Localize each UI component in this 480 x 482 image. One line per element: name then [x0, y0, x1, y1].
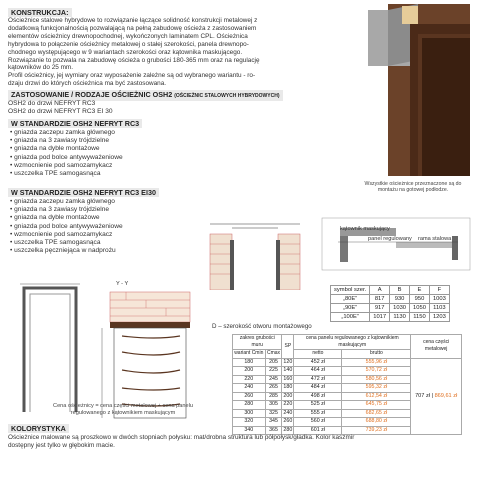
table-cell: B [390, 286, 410, 295]
list-item: • uszczelka TPE samogasnąca [10, 170, 123, 178]
kolorystyka-text [8, 434, 473, 450]
table-cell: 555,96 zł [342, 358, 411, 367]
list-item: • uszczelka TPE samogasnąca [10, 239, 123, 247]
table-cell: 280 [283, 426, 293, 433]
table-cell: 452 zł [294, 358, 342, 367]
panel-label: panel regulowany [368, 236, 412, 242]
table-cell: 930 [390, 295, 410, 304]
standard-rc3-list [10, 129, 123, 178]
table-cell: 220 [283, 401, 293, 408]
text-line: chodnego występującego w 9 wariantach szerokości oraz kątownika maskującego. [8, 48, 243, 56]
text-line: dostępny jest tylko w głębokim macie. [8, 442, 115, 449]
table-cell: 464 zł [294, 367, 342, 376]
wall-door-drawing [96, 282, 206, 422]
table-cell: cena panelu regulowanego z kątownikiem maskującym [294, 335, 411, 350]
table-cell: 200 [233, 367, 266, 376]
list-item: • gniazda zaczepu zamka głównego [10, 129, 123, 137]
table-cell: 682,65 zł [342, 409, 411, 418]
table-cell: 570,72 zł [342, 367, 411, 376]
table-cell: 180 [283, 384, 293, 391]
table-cell: 265 [265, 384, 282, 393]
caption-line: Cena ościeżnicy = cena części metalowej + cena panelu [53, 403, 193, 409]
list-item: • gniazda na dyble montażowe [10, 214, 123, 222]
list-item: OSH2 do drzwi NEFRYT RC3 EI 30 [8, 108, 113, 116]
table-cell: 325 [265, 409, 282, 418]
text-line: dodatkową funkcjonalnością pozwalającą na pełną zabudowę ościeża z zastosowaniem [8, 24, 257, 32]
table-cell: 555 zł [294, 409, 342, 418]
text-line: Ościeżnice stalowe hybrydowe to rozwiązanie łączące solidność konstrukcji metalowej z [8, 17, 258, 24]
zastosowanie-title-small: (OŚCIEŻNIC STALOWYCH HYBRYDOWYCH) [174, 93, 280, 99]
frame-front-drawing [18, 282, 82, 414]
table-cell: 245 [265, 375, 282, 384]
kolorystyka-title: KOLORYSTYKA [8, 424, 69, 433]
frame-section-drawing [200, 222, 310, 290]
table-cell: 1203 [429, 313, 449, 322]
table-row [331, 295, 450, 304]
text-line: Profil ościeżnicy, jej wymiary oraz wyposażenie zależne są od wybranego wariantu - ro- [8, 72, 256, 80]
text-line: Ościeżnice malowane są proszkowo w dwóch stopniach połysku: mat/drobna struktura lub półpołysk/gładka. Kolor kaszmir [8, 434, 355, 441]
table-cell: wariant Cmin [234, 350, 264, 357]
section-label: Y - Y [116, 281, 129, 287]
text-line: kątowników do 25 mm. [8, 64, 73, 72]
table-cell: 1003 [429, 295, 449, 304]
table-cell: 365 [265, 426, 282, 435]
frame-corner-image [358, 4, 470, 176]
table-cell: 739,23 zł [342, 426, 411, 435]
table-cell: 205 [265, 358, 282, 367]
table-cell: brutto [342, 350, 411, 359]
table-cell: Cmax [266, 350, 281, 357]
table-cell: 472 zł [294, 375, 342, 384]
list-item: • gniazda pod bolce antywyważeniowe [10, 154, 123, 162]
standard-rc3-title: W STANDARDZIE OSH2 NEFRYT RC3 [8, 119, 142, 128]
table-cell: 280 [233, 401, 266, 410]
table-cell: 300 [233, 409, 266, 418]
table-cell: 1130 [390, 313, 410, 322]
table-cell: cena części metalowej [411, 335, 462, 359]
caption-line: regulowanego z kątownikiem maskującym [70, 410, 176, 416]
table-cell: 285 [265, 392, 282, 401]
text-line: elementów ościeżnicy drewnopochodnej, wykończonych laminatem CPL. Ościeżnica [8, 32, 248, 40]
text-line: hybrydowa to połączenie ościeżnicy metalowej o stałej szerokości, panela drewnopo- [8, 40, 249, 48]
table-cell: 1150 [410, 313, 430, 322]
table-cell: 525 zł [294, 401, 342, 410]
table-cell: zakres grubości muru [233, 335, 282, 350]
table-cell: 345 [265, 418, 282, 427]
table-cell: 220 [233, 375, 266, 384]
table-cell: 160 [283, 375, 293, 382]
dimensions-table [330, 285, 450, 322]
metal-netto: 707 zł [415, 392, 430, 399]
table-cell: 688,80 zł [342, 418, 411, 427]
list-item: • gniazda na dyble montażowe [10, 145, 123, 153]
table-cell: 645,75 zł [342, 401, 411, 410]
table-cell: 595,32 zł [342, 384, 411, 393]
table-cell: F [429, 286, 449, 295]
table-cell: 1017 [370, 313, 390, 322]
table-cell: 260 [233, 392, 266, 401]
list-item: • wzmocnienie pod samozamykacz [10, 231, 123, 239]
table-cell: 1050 [410, 304, 430, 313]
table-cell: E [410, 286, 430, 295]
list-item: • uszczelka pęczniejąca w nadprożu [10, 247, 123, 255]
photo-caption [352, 181, 474, 194]
konstrukcja-title: KONSTRUKCJA: [8, 8, 72, 17]
d-caption: D – szerokość otworu montażowego [212, 323, 312, 330]
table-cell: 950 [410, 295, 430, 304]
zastosowanie-title-main: ZASTOSOWANIE / RODZAJE OŚCIEŻNIC OSH2 [11, 90, 173, 99]
frame-label: rama stalowa [418, 236, 452, 242]
text-line: Rozwiązanie to pozwala na zabudowę ościeża o grubości 180-365 mm oraz na regulację [8, 56, 260, 64]
metal-brutto: 869,61 zł [434, 392, 458, 399]
list-item: • wzmocnienie pod samozamykacz [10, 162, 123, 170]
table-cell: „90E” [331, 304, 370, 313]
table-cell: 225 [265, 367, 282, 376]
table-cell: 484 zł [294, 384, 342, 393]
text-line: dzaju drzwi do których ościeżnica ma być zastosowana. [8, 80, 167, 88]
table-cell: 340 [233, 426, 266, 435]
price-table [232, 334, 462, 435]
caption-line: montażu na gotowej podłodze. [377, 187, 449, 194]
table-cell: 580,56 zł [342, 375, 411, 384]
table-cell: 320 [233, 418, 266, 427]
table-cell: 240 [283, 409, 293, 416]
list-item: • gniazda pod bolce antywyważeniowe [10, 223, 123, 231]
table-cell: 498 zł [294, 392, 342, 401]
table-cell: 180 [233, 358, 266, 367]
price-formula-caption [8, 403, 238, 417]
table-cell: 200 [283, 392, 293, 399]
list-item: • gniazda zaczepu zamka głównego [10, 198, 123, 206]
table-cell: 560 zł [294, 418, 342, 427]
table-cell: 601 zł [294, 426, 342, 435]
list-item: OSH2 do drzwi NEFRYT RC3 [8, 100, 96, 107]
table-header [331, 286, 450, 295]
konstrukcja-text [8, 17, 353, 88]
table-row [233, 358, 462, 367]
table-cell: A [370, 286, 390, 295]
table-cell: 1030 [390, 304, 410, 313]
caption-line: Wszystkie ościeżnice przeznaczone są do [364, 181, 462, 187]
list-item: • gniazda na 3 zawiasy trójdzielne [10, 206, 123, 214]
standard-ei30-list [10, 198, 123, 255]
table-cell: 305 [265, 401, 282, 410]
table-cell: 1103 [429, 304, 449, 313]
table-cell: 120 [283, 358, 293, 365]
table-cell: SP [282, 335, 294, 359]
metal-price-cell: 707 zł | 869,61 zł [411, 358, 462, 435]
table-row [331, 304, 450, 313]
table-cell: 917 [370, 304, 390, 313]
table-cell: 612,54 zł [342, 392, 411, 401]
standard-ei30-title: W STANDARDZIE OSH2 NEFRYT RC3 EI30 [8, 188, 159, 197]
katownik-label: kątownik maskujący [340, 226, 390, 232]
list-item: • gniazda na 3 zawiasy trójdzielne [10, 137, 123, 145]
table-cell: 140 [283, 367, 293, 374]
table-cell: „80E” [331, 295, 370, 304]
frame-photo [358, 4, 470, 176]
table-cell: netto [294, 350, 342, 359]
table-cell: 817 [370, 295, 390, 304]
table-row [331, 313, 450, 322]
table-cell: „100E” [331, 313, 370, 322]
table-cell: symbol szer. [331, 286, 370, 295]
table-header [233, 335, 462, 350]
zastosowanie-list [8, 100, 113, 116]
profile-detail-drawing [318, 212, 474, 278]
table-cell: 260 [283, 418, 293, 425]
table-cell: 240 [233, 384, 266, 393]
